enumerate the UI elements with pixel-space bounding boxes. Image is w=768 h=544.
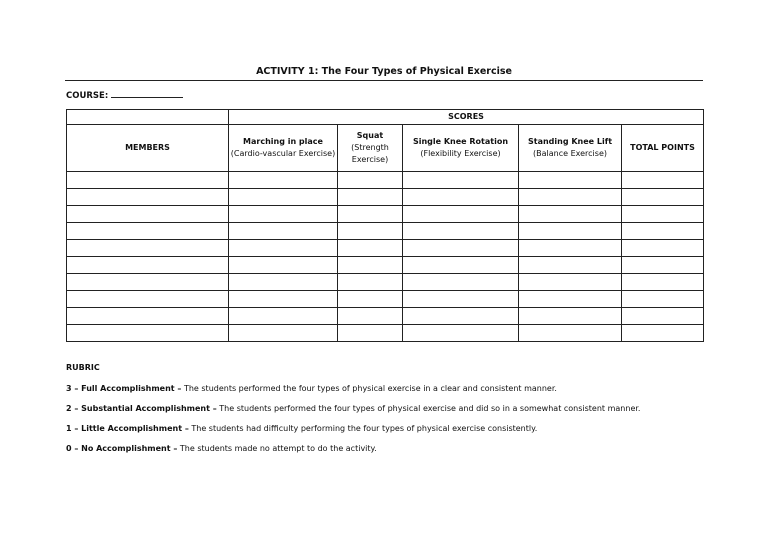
column-subtitle: (Strength Exercise) [351, 143, 389, 164]
column-header-marching [229, 125, 338, 172]
score-cell[interactable] [519, 206, 622, 223]
member-name-cell[interactable] [67, 308, 229, 325]
column-title: Standing Knee Lift [527, 137, 613, 146]
score-cell[interactable] [622, 223, 704, 240]
column-header-knee-lift [519, 125, 622, 172]
score-cell[interactable] [338, 291, 403, 308]
score-cell[interactable] [519, 223, 622, 240]
score-cell[interactable] [229, 240, 338, 257]
scores-table [66, 109, 704, 342]
score-cell[interactable] [622, 291, 704, 308]
rubric-item [66, 382, 706, 395]
members-header: MEMBERS [67, 125, 229, 172]
score-cell[interactable] [622, 257, 704, 274]
score-cell[interactable] [622, 172, 704, 189]
score-cell[interactable] [338, 223, 403, 240]
score-cell[interactable] [519, 308, 622, 325]
page-title: ACTIVITY 1: The Four Types of Physical Exercise [256, 66, 512, 77]
score-cell[interactable] [229, 291, 338, 308]
score-cell[interactable] [338, 189, 403, 206]
rubric-item [66, 422, 706, 435]
score-cell[interactable] [403, 291, 519, 308]
score-cell[interactable] [403, 172, 519, 189]
rubric-description: The students performed the four types of physical exercise and did so in a somewhat consistent manner. [219, 404, 641, 413]
score-cell[interactable] [622, 189, 704, 206]
score-cell[interactable] [338, 308, 403, 325]
score-cell[interactable] [229, 257, 338, 274]
rubric-description: The students performed the four types of physical exercise in a clear and consistent manner. [183, 384, 557, 393]
score-cell[interactable] [403, 308, 519, 325]
score-cell[interactable] [229, 223, 338, 240]
score-cell[interactable] [229, 308, 338, 325]
scores-header: SCORES [229, 110, 704, 125]
score-cell[interactable] [229, 274, 338, 291]
score-cell[interactable] [519, 325, 622, 342]
score-cell[interactable] [338, 240, 403, 257]
score-cell[interactable] [338, 257, 403, 274]
table-row [67, 325, 704, 342]
table-row [67, 172, 704, 189]
score-cell[interactable] [403, 189, 519, 206]
table-row [67, 206, 704, 223]
score-cell[interactable] [403, 257, 519, 274]
score-cell[interactable] [403, 223, 519, 240]
rubric-level: 0 – No Accomplishment – [66, 444, 178, 453]
score-cell[interactable] [338, 172, 403, 189]
table-row [67, 308, 704, 325]
rubric-level: 3 – Full Accomplishment – [66, 384, 182, 393]
score-cell[interactable] [519, 189, 622, 206]
score-cell[interactable] [622, 308, 704, 325]
table-row [67, 291, 704, 308]
rubric-heading: RUBRIC [66, 363, 100, 372]
title-divider [65, 80, 703, 81]
column-title: Squat [356, 131, 384, 140]
column-header-squat [338, 125, 403, 172]
score-cell[interactable] [338, 274, 403, 291]
column-subtitle: (Flexibility Exercise) [420, 149, 501, 158]
members-header-top-cell [67, 110, 229, 125]
column-title: Marching in place [243, 137, 323, 146]
column-subtitle: (Cardio-vascular Exercise) [230, 149, 336, 158]
column-title: Single Knee Rotation [412, 137, 509, 146]
course-field [66, 89, 183, 101]
score-cell[interactable] [229, 189, 338, 206]
table-row [67, 240, 704, 257]
rubric-section [66, 363, 706, 462]
rubric-level: 1 – Little Accomplishment – [66, 424, 189, 433]
rubric-level: 2 – Substantial Accomplishment – [66, 404, 217, 413]
course-label: COURSE: [66, 91, 109, 101]
table-row [67, 223, 704, 240]
total-points-header: TOTAL POINTS [622, 125, 704, 172]
score-cell[interactable] [403, 206, 519, 223]
score-cell[interactable] [519, 172, 622, 189]
column-subtitle: (Balance Exercise) [533, 149, 607, 158]
score-cell[interactable] [229, 172, 338, 189]
score-cell[interactable] [229, 206, 338, 223]
score-cell[interactable] [519, 291, 622, 308]
member-name-cell[interactable] [67, 291, 229, 308]
member-name-cell[interactable] [67, 274, 229, 291]
course-blank-line [111, 89, 183, 98]
table-row [67, 274, 704, 291]
score-cell[interactable] [338, 206, 403, 223]
rubric-item [66, 402, 706, 415]
score-cell[interactable] [403, 325, 519, 342]
score-cell[interactable] [622, 240, 704, 257]
score-cell[interactable] [622, 325, 704, 342]
score-cell[interactable] [403, 240, 519, 257]
score-cell[interactable] [622, 206, 704, 223]
score-cell[interactable] [338, 325, 403, 342]
member-name-cell[interactable] [67, 172, 229, 189]
score-cell[interactable] [403, 274, 519, 291]
table-row [67, 189, 704, 206]
member-name-cell[interactable] [67, 189, 229, 206]
rubric-description: The students made no attempt to do the activity. [179, 444, 377, 453]
score-cell[interactable] [229, 325, 338, 342]
column-header-knee-rotation [403, 125, 519, 172]
member-name-cell[interactable] [67, 223, 229, 240]
score-cell[interactable] [622, 274, 704, 291]
score-cell[interactable] [519, 274, 622, 291]
member-name-cell[interactable] [67, 206, 229, 223]
score-cell[interactable] [519, 240, 622, 257]
member-name-cell[interactable] [67, 240, 229, 257]
table-row [67, 257, 704, 274]
rubric-item [66, 442, 706, 455]
score-cell[interactable] [519, 257, 622, 274]
member-name-cell[interactable] [67, 257, 229, 274]
member-name-cell[interactable] [67, 325, 229, 342]
rubric-description: The students had difficulty performing the four types of physical exercise consistently. [191, 424, 538, 433]
